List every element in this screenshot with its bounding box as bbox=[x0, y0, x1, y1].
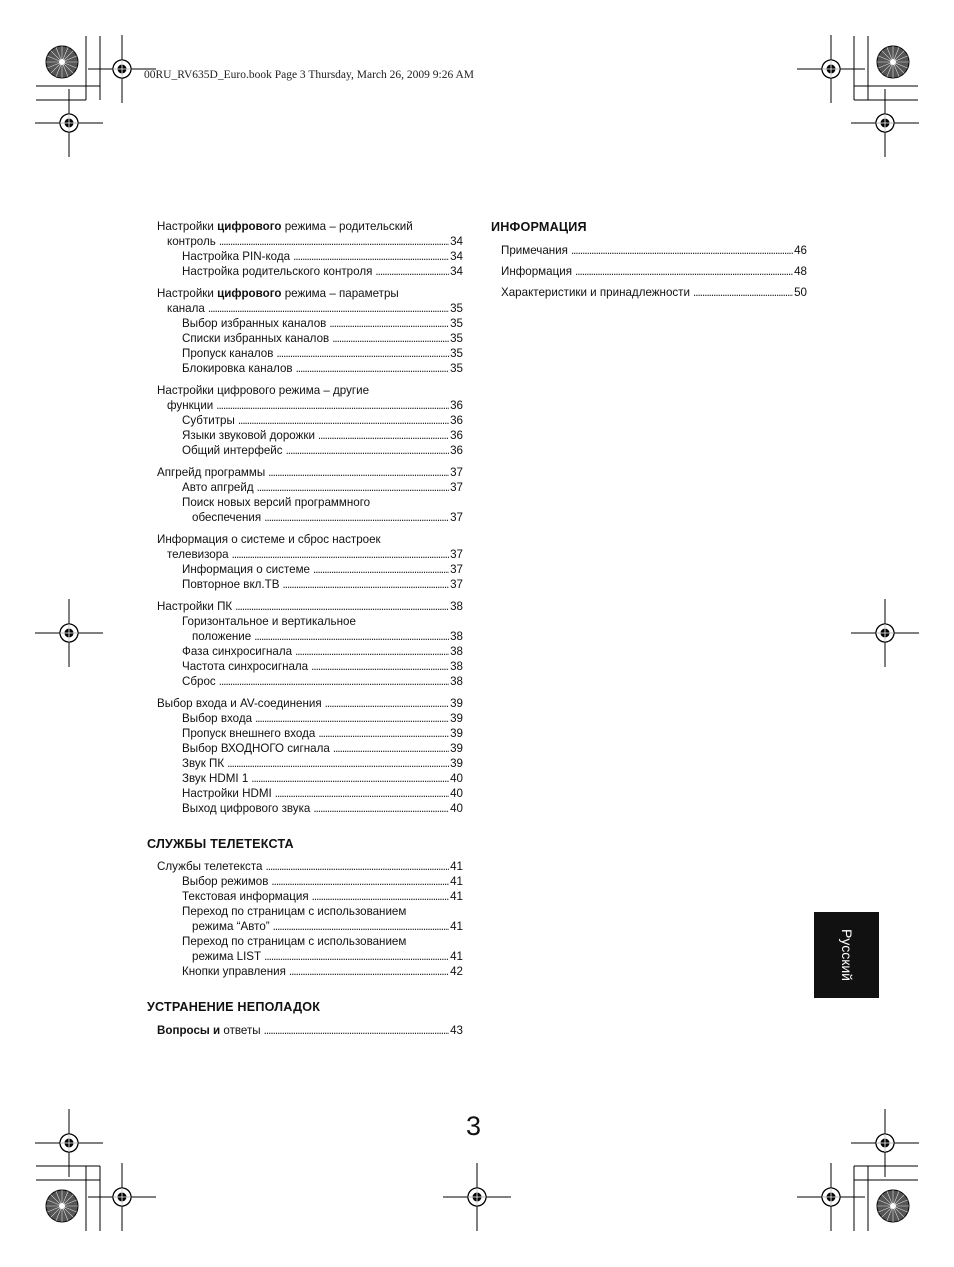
toc-left-column bbox=[157, 219, 463, 816]
page-ref: 36 bbox=[450, 444, 463, 457]
toc-entry[interactable]: Авто апгрейд . . . 37 bbox=[157, 480, 463, 495]
crosshair-icon bbox=[35, 1109, 103, 1177]
toc-entry[interactable]: Настройка родительского контроля . . . 34 bbox=[157, 264, 463, 279]
toc-entry[interactable]: Настройки цифрового режима – родительский bbox=[157, 220, 413, 233]
section-title-teletext: СЛУЖБЫ ТЕЛЕТЕКСТА bbox=[147, 837, 294, 851]
toc-entry[interactable]: Информация о системе и сброс настроек bbox=[157, 533, 381, 546]
toc-entry[interactable]: Кнопки управления . . . 42 bbox=[157, 964, 463, 979]
page-ref: 48 bbox=[794, 265, 807, 278]
toc-entry[interactable]: Информация . . . 48 bbox=[501, 264, 807, 279]
page-ref: 40 bbox=[450, 787, 463, 800]
crosshair-icon bbox=[35, 599, 103, 667]
toc-entry[interactable]: Настройки цифрового режима – параметры bbox=[157, 287, 399, 300]
section-title-info: ИНФОРМАЦИЯ bbox=[491, 220, 587, 234]
toc-entry[interactable]: Горизонтальное и вертикальное bbox=[182, 615, 356, 628]
page-ref: 41 bbox=[450, 920, 463, 933]
crosshair-icon bbox=[851, 599, 919, 667]
language-tab bbox=[814, 912, 879, 998]
page-ref: 41 bbox=[450, 875, 463, 888]
page-ref: 42 bbox=[450, 965, 463, 978]
page-ref: 34 bbox=[450, 265, 463, 278]
page-ref: 36 bbox=[450, 399, 463, 412]
print-header: 00RU_RV635D_Euro.book Page 3 Thursday, March 26, 2009 9:26 AM bbox=[144, 69, 475, 81]
crosshair-icon bbox=[443, 1163, 511, 1231]
toc-entry[interactable]: Настройки цифрового режима – другие bbox=[157, 384, 370, 397]
toc-entry[interactable]: Пропуск каналов . . . 35 bbox=[157, 346, 463, 361]
star-mark-icon bbox=[877, 1190, 909, 1222]
toc-entry[interactable]: телевизора . . . 37 bbox=[157, 547, 463, 562]
page-ref: 43 bbox=[450, 1024, 463, 1037]
toc-entry[interactable]: Списки избранных каналов . . . 35 bbox=[157, 331, 463, 346]
page-ref: 39 bbox=[450, 727, 463, 740]
toc-entry[interactable]: Звук HDMI 1 . . . 40 bbox=[157, 771, 463, 786]
star-mark-icon bbox=[877, 46, 909, 78]
toc-entry[interactable]: Выбор входа и AV-соединения . . . 39 bbox=[157, 696, 463, 711]
page-ref: 37 bbox=[450, 578, 463, 591]
toc-entry[interactable]: Настройки ПК . . . 38 bbox=[157, 599, 463, 614]
toc-entry[interactable]: контроль . . . 34 bbox=[157, 234, 463, 249]
toc-entry[interactable]: положение . . . 38 bbox=[157, 629, 463, 644]
toc-entry[interactable]: Текстовая информация . . . 41 bbox=[157, 889, 463, 904]
toc-troubleshooting bbox=[157, 1023, 463, 1038]
page-ref: 39 bbox=[450, 757, 463, 770]
page-ref: 36 bbox=[450, 414, 463, 427]
toc-entry[interactable]: Выбор избранных каналов . . . 35 bbox=[157, 316, 463, 331]
crosshair-icon bbox=[797, 35, 865, 103]
toc-entry[interactable]: Переход по страницам с использованием bbox=[182, 905, 407, 918]
toc-entry[interactable]: Сброс . . . 38 bbox=[157, 674, 463, 689]
page-ref: 35 bbox=[450, 362, 463, 375]
section-title-troubleshooting: УСТРАНЕНИЕ НЕПОЛАДОК bbox=[147, 1000, 321, 1014]
page-ref: 41 bbox=[450, 860, 463, 873]
toc-entry[interactable]: Выбор ВХОДНОГО сигнала . . . 39 bbox=[157, 741, 463, 756]
toc-entry[interactable]: обеспечения . . . 37 bbox=[157, 510, 463, 525]
toc-entry[interactable]: Выход цифрового звука . . . 40 bbox=[157, 801, 463, 816]
page-ref: 39 bbox=[450, 742, 463, 755]
toc-entry[interactable]: Частота синхросигнала . . . 38 bbox=[157, 659, 463, 674]
toc-entry[interactable]: Языки звуковой дорожки . . . 36 bbox=[157, 428, 463, 443]
toc-entry[interactable]: Блокировка каналов . . . 35 bbox=[157, 361, 463, 376]
toc-entry[interactable]: Переход по страницам с использованием bbox=[182, 935, 407, 948]
toc-entry[interactable]: Характеристики и принадлежности . . . 50 bbox=[501, 285, 807, 300]
toc-entry[interactable]: Повторное вкл.ТВ . . . 37 bbox=[157, 577, 463, 592]
language-tab-label: Русский bbox=[838, 929, 855, 981]
toc-entry[interactable]: Настройка PIN-кода . . . 34 bbox=[157, 249, 463, 264]
page-ref: 37 bbox=[450, 466, 463, 479]
toc-entry[interactable]: Звук ПК . . . 39 bbox=[157, 756, 463, 771]
page-ref: 38 bbox=[450, 645, 463, 658]
page-ref: 35 bbox=[450, 317, 463, 330]
page-ref: 46 bbox=[794, 244, 807, 257]
toc-entry[interactable]: Выбор режимов . . . 41 bbox=[157, 874, 463, 889]
toc-entry[interactable]: Вопросы и ответы . . . 43 bbox=[157, 1023, 463, 1038]
page-ref: 34 bbox=[450, 250, 463, 263]
toc-entry[interactable]: Информация о системе . . . 37 bbox=[157, 562, 463, 577]
page-ref: 38 bbox=[450, 600, 463, 613]
crosshair-icon bbox=[851, 1109, 919, 1177]
crosshair-icon bbox=[88, 1163, 156, 1231]
star-mark-icon bbox=[46, 1190, 78, 1222]
page-ref: 37 bbox=[450, 563, 463, 576]
crosshair-icon bbox=[851, 89, 919, 157]
toc-entry[interactable]: Субтитры . . . 36 bbox=[157, 413, 463, 428]
page-ref: 38 bbox=[450, 660, 463, 673]
toc-teletext bbox=[157, 859, 463, 979]
page-ref: 35 bbox=[450, 332, 463, 345]
toc-entry[interactable]: Пропуск внешнего входа . . . 39 bbox=[157, 726, 463, 741]
toc-entry[interactable]: Поиск новых версий программного bbox=[182, 496, 371, 509]
crosshair-icon bbox=[35, 89, 103, 157]
toc-entry[interactable]: Фаза синхросигнала . . . 38 bbox=[157, 644, 463, 659]
page-number: 3 bbox=[466, 1111, 482, 1141]
page-ref: 41 bbox=[450, 950, 463, 963]
toc-entry[interactable]: Общий интерфейс . . . 36 bbox=[157, 443, 463, 458]
page-ref: 40 bbox=[450, 772, 463, 785]
toc-entry[interactable]: Примечания . . . 46 bbox=[501, 243, 807, 258]
page-ref: 34 bbox=[450, 235, 463, 248]
toc-entry[interactable]: Апгрейд программы . . . 37 bbox=[157, 465, 463, 480]
page-ref: 37 bbox=[450, 481, 463, 494]
page-ref: 50 bbox=[794, 286, 807, 299]
page-ref: 39 bbox=[450, 712, 463, 725]
star-mark-icon bbox=[46, 46, 78, 78]
page-ref: 37 bbox=[450, 548, 463, 561]
page-ref: 35 bbox=[450, 302, 463, 315]
toc-entry[interactable]: режима “Авто” . . . 41 bbox=[157, 919, 463, 934]
page-ref: 41 bbox=[450, 890, 463, 903]
toc-entry[interactable]: функции . . . 36 bbox=[157, 398, 463, 413]
page-ref: 38 bbox=[450, 675, 463, 688]
page-ref: 38 bbox=[450, 630, 463, 643]
page-ref: 39 bbox=[450, 697, 463, 710]
toc-entry[interactable]: канала . . . 35 bbox=[157, 301, 463, 316]
toc-entry[interactable]: режима LIST . . . 41 bbox=[157, 949, 463, 964]
toc-entry[interactable]: Настройки HDMI . . . 40 bbox=[157, 786, 463, 801]
toc-entry[interactable]: Выбор входа . . . 39 bbox=[157, 711, 463, 726]
page-ref: 35 bbox=[450, 347, 463, 360]
crosshair-icon bbox=[797, 1163, 865, 1231]
toc-entry[interactable]: Службы телетекста . . . 41 bbox=[157, 859, 463, 874]
page-ref: 37 bbox=[450, 511, 463, 524]
page-ref: 40 bbox=[450, 802, 463, 815]
page-ref: 36 bbox=[450, 429, 463, 442]
toc-info bbox=[501, 243, 807, 306]
